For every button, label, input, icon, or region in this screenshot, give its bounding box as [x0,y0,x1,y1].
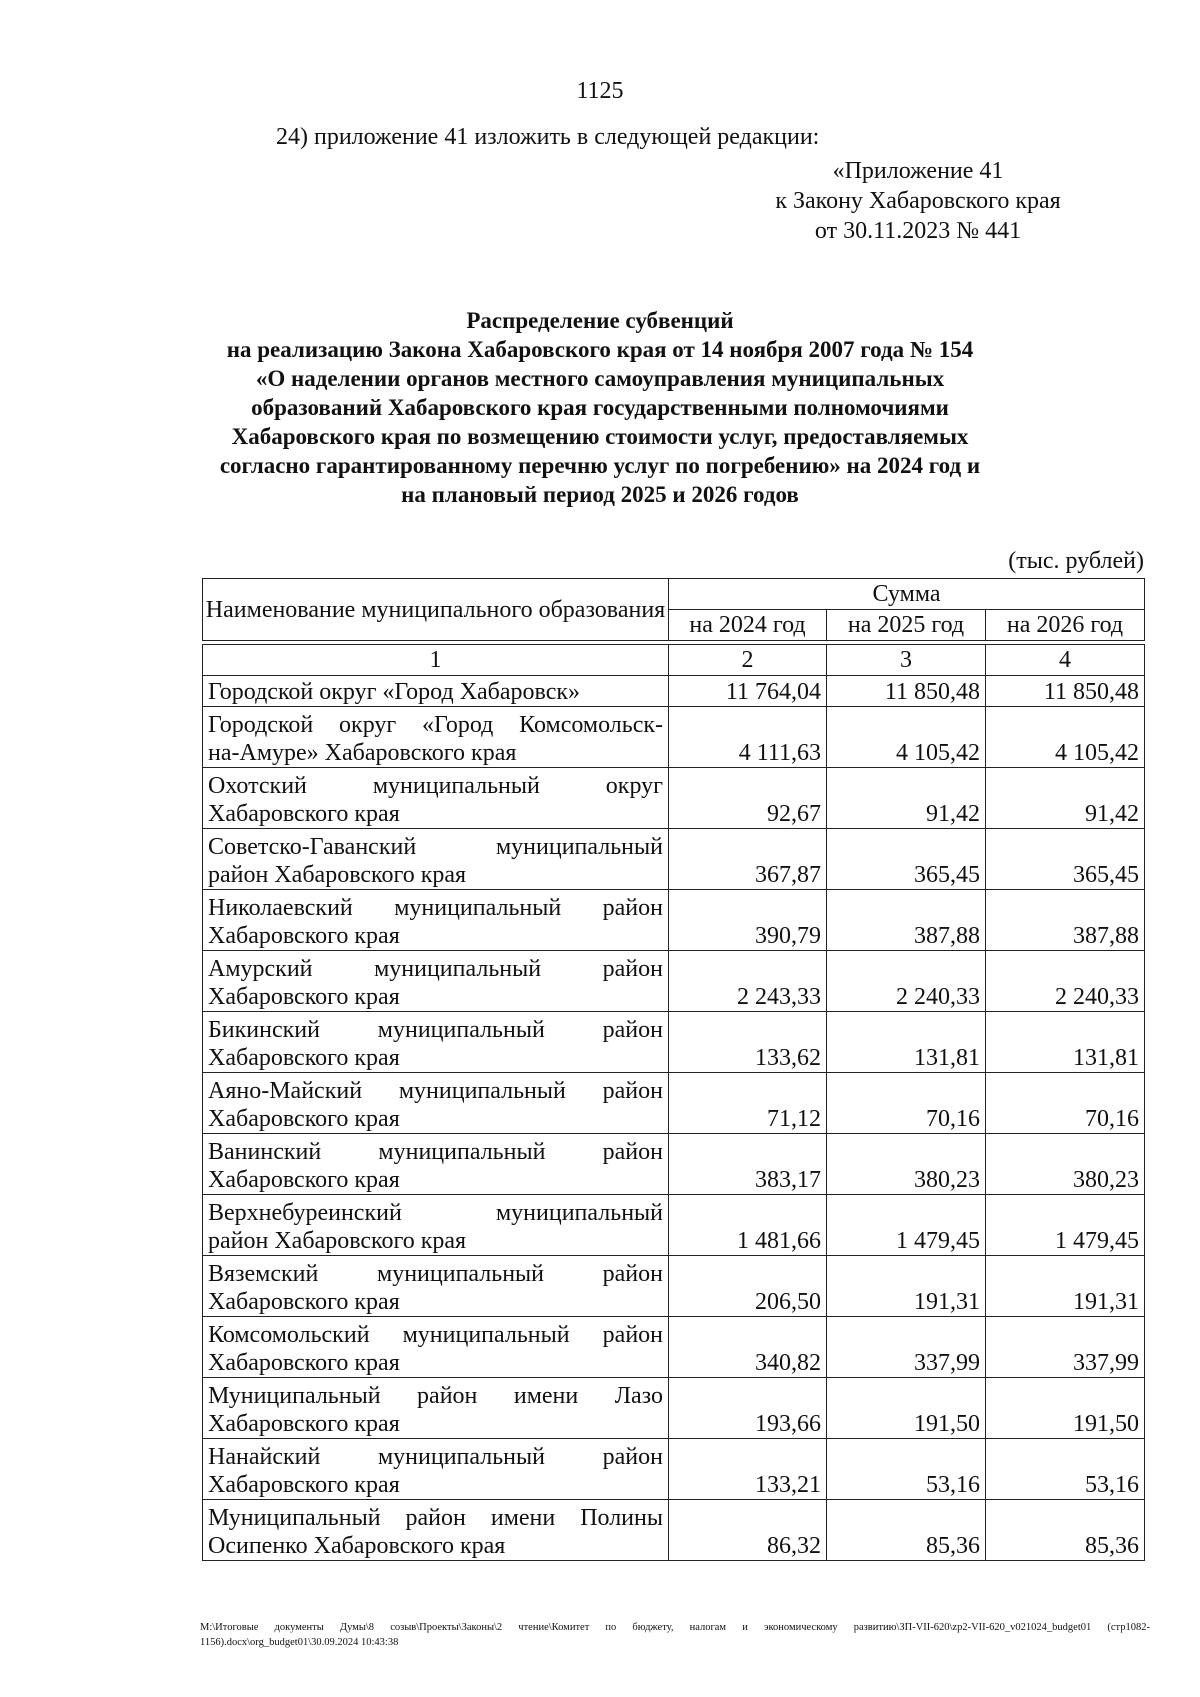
units-label: (тыс. рублей) [1008,548,1144,574]
amount-2026: 11 850,48 [986,676,1145,707]
municipality-name-line: Хабаровского края [208,1106,400,1132]
amount-2026: 1 479,45 [986,1195,1145,1256]
amount-2025: 11 850,48 [827,676,986,707]
appendix-line: от 30.11.2023 № 441 [814,218,1022,244]
amount-2025: 191,50 [827,1378,986,1439]
amount-2025: 70,16 [827,1073,986,1134]
table-row [203,1256,1145,1317]
amount-2024: 367,87 [669,829,827,890]
amount-2025: 380,23 [827,1134,986,1195]
appendix-line: к Закону Хабаровского края [775,188,1061,214]
municipality-name-line: Нанайский муниципальный район [208,1444,663,1470]
amount-2026: 387,88 [986,890,1145,951]
municipality-name-line: Ванинский муниципальный район [208,1139,663,1165]
amount-2025: 365,45 [827,829,986,890]
title-line: Распределение субвенций [466,308,734,333]
table-row [203,1134,1145,1195]
amount-2025: 4 105,42 [827,707,986,768]
amount-2024: 86,32 [669,1500,827,1561]
municipality-name: Городской округ «Город Хабаровск» [203,676,669,707]
municipality-name-line: район Хабаровского края [208,862,467,888]
title-line: на плановый период 2025 и 2026 годов [401,482,799,507]
municipality-name [203,1134,669,1195]
table-row [203,1500,1145,1561]
municipality-name-line: Верхнебуреинский муниципальный [208,1200,663,1226]
amount-2024: 4 111,63 [669,707,827,768]
amount-2026: 380,23 [986,1134,1145,1195]
document-title [180,306,1020,509]
table-row [203,951,1145,1012]
amount-2025: 91,42 [827,768,986,829]
header-municipality: Наименование муниципального образования [203,579,669,641]
table-row [203,890,1145,951]
municipality-name-line: Вяземский муниципальный район [208,1261,663,1287]
municipality-name [203,951,669,1012]
table-row [203,1439,1145,1500]
file-path-footer: M:\Итоговые документы Думы\8 созыв\Проекты\Законы\2 чтение\Комитет по бюджету, налогам и экономическому развитию\ЗП-VII-620\zp2-VII-620_v021024_budget01 (стр1082-1156).docx\org_budget01\30.09.2024 10:43:38 [200,1622,1150,1648]
title-line: образований Хабаровского края государственными полномочиями [251,395,949,420]
municipality-name-line: на-Амуре» Хабаровского края [208,740,517,766]
amount-2024: 383,17 [669,1134,827,1195]
amount-2024: 133,62 [669,1012,827,1073]
amount-2026: 191,31 [986,1256,1145,1317]
municipality-name [203,890,669,951]
amount-2025: 131,81 [827,1012,986,1073]
amount-2024: 340,82 [669,1317,827,1378]
appendix-reference [708,156,1128,246]
table-row [203,1073,1145,1134]
municipality-name [203,1073,669,1134]
appendix-line: «Приложение 41 [832,158,1004,184]
municipality-name [203,768,669,829]
header-year-2025: на 2025 год [827,610,986,641]
table-row [203,768,1145,829]
amount-2026: 365,45 [986,829,1145,890]
amount-2024: 133,21 [669,1439,827,1500]
municipality-name [203,1439,669,1500]
municipality-name [203,1317,669,1378]
column-number: 1 [203,645,669,676]
table-row [203,676,1145,707]
amount-2025: 191,31 [827,1256,986,1317]
title-line: Хабаровского края по возмещению стоимости услуг, предоставляемых [231,424,969,449]
header-sum: Сумма [669,579,1145,610]
title-line: согласно гарантированному перечню услуг по погребению» на 2024 год и [219,453,981,478]
amount-2025: 337,99 [827,1317,986,1378]
municipality-name-line: Бикинский муниципальный район [208,1017,663,1043]
amount-2026: 91,42 [986,768,1145,829]
amount-2026: 53,16 [986,1439,1145,1500]
municipality-name [203,1256,669,1317]
amount-2024: 2 243,33 [669,951,827,1012]
title-line: «О наделении органов местного самоуправления муниципальных [255,366,945,391]
amount-2026: 191,50 [986,1378,1145,1439]
municipality-name-line: Хабаровского края [208,801,400,827]
table-row [203,1378,1145,1439]
municipality-name-line: Хабаровского края [208,923,400,949]
amount-2024: 206,50 [669,1256,827,1317]
municipality-name [203,1195,669,1256]
header-year-2024: на 2024 год [669,610,827,641]
municipality-name-line: Охотский муниципальный округ [208,773,663,799]
header-year-2026: на 2026 год [986,610,1145,641]
municipality-name-line: Хабаровского края [208,1411,400,1437]
municipality-name-line: район Хабаровского края [208,1228,467,1254]
municipality-name [203,829,669,890]
municipality-name-line: Комсомольский муниципальный район [208,1322,663,1348]
municipality-name-line: Муниципальный район имени Полины [208,1505,663,1531]
page-number: 1125 [576,78,624,104]
amount-2024: 193,66 [669,1378,827,1439]
municipality-name-line: Аяно-Майский муниципальный район [208,1078,663,1104]
table-row [203,1317,1145,1378]
municipality-name [203,1012,669,1073]
municipality-name-line: Хабаровского края [208,1045,400,1071]
municipality-name-line: Советско-Гаванский муниципальный [208,834,663,860]
amount-2025: 53,16 [827,1439,986,1500]
municipality-name-line: Николаевский муниципальный район [208,895,663,921]
municipality-name-line: Хабаровского края [208,1350,400,1376]
table-row [203,1012,1145,1073]
amount-2025: 1 479,45 [827,1195,986,1256]
amount-2026: 131,81 [986,1012,1145,1073]
municipality-name [203,707,669,768]
municipality-name-line: Хабаровского края [208,1289,400,1315]
amount-2024: 71,12 [669,1073,827,1134]
table-row [203,829,1145,890]
amount-2025: 85,36 [827,1500,986,1561]
municipality-name-line: Хабаровского края [208,1167,400,1193]
municipality-name [203,1500,669,1561]
table-row [203,1195,1145,1256]
municipality-name-line: Хабаровского края [208,984,400,1010]
municipality-name-line: Городской округ «Город Комсомольск- [208,712,663,738]
column-number: 2 [669,645,827,676]
amount-2025: 2 240,33 [827,951,986,1012]
amount-2024: 92,67 [669,768,827,829]
municipality-name-line: Амурский муниципальный район [208,956,663,982]
amount-2024: 1 481,66 [669,1195,827,1256]
column-number: 4 [986,645,1145,676]
table-row [203,707,1145,768]
amount-2026: 70,16 [986,1073,1145,1134]
amendment-instruction: 24) приложение 41 изложить в следующей редакции: [276,124,820,150]
subvention-table [202,578,1145,1561]
amount-2025: 387,88 [827,890,986,951]
municipality-name-line: Муниципальный район имени Лазо [208,1383,663,1409]
amount-2026: 85,36 [986,1500,1145,1561]
amount-2024: 11 764,04 [669,676,827,707]
amount-2024: 390,79 [669,890,827,951]
column-number: 3 [827,645,986,676]
municipality-name [203,1378,669,1439]
amount-2026: 2 240,33 [986,951,1145,1012]
municipality-name-line: Хабаровского края [208,1472,400,1498]
amount-2026: 337,99 [986,1317,1145,1378]
title-line: на реализацию Закона Хабаровского края от 14 ноября 2007 года № 154 [226,337,974,362]
municipality-name-line: Осипенко Хабаровского края [208,1533,506,1559]
amount-2026: 4 105,42 [986,707,1145,768]
